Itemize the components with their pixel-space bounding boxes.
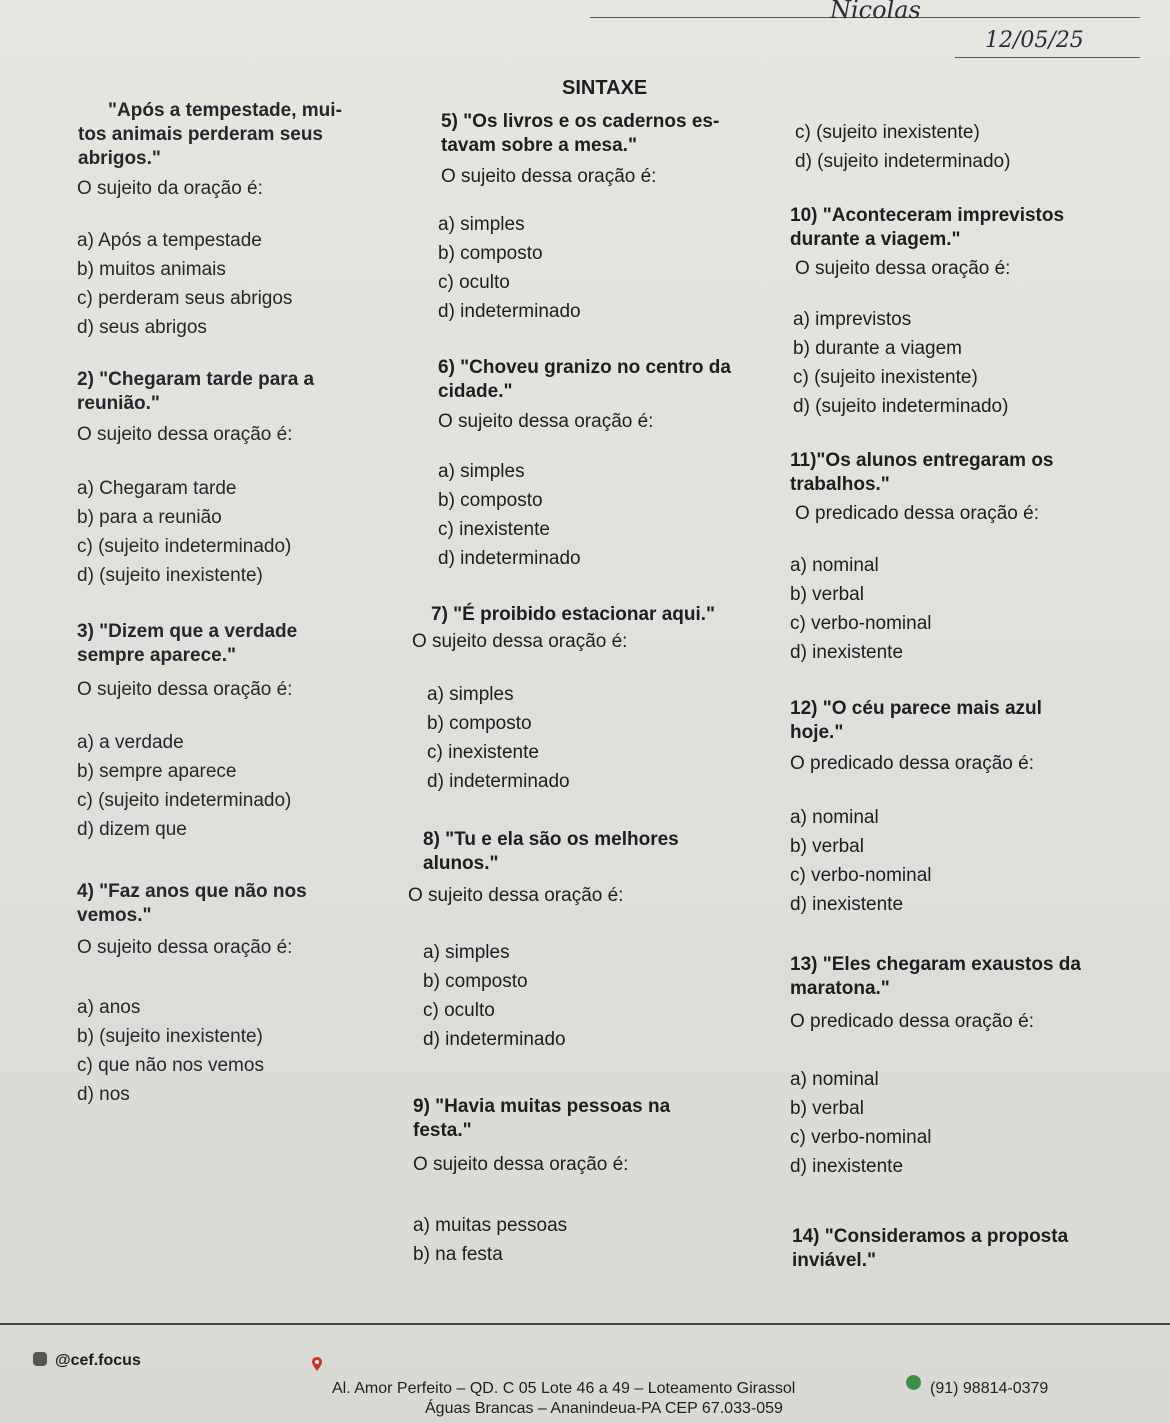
q5-prompt: O sujeito dessa oração é: bbox=[441, 166, 657, 187]
q3-statement: 3) "Dizem que a verdade sempre aparece." bbox=[77, 621, 298, 666]
q8-option-c[interactable]: c) oculto bbox=[423, 1000, 495, 1021]
footer-phone: (91) 98814-0379 bbox=[930, 1380, 1049, 1397]
handwritten-name: Nicolas bbox=[830, 0, 921, 24]
q8-option-a[interactable]: a) simples bbox=[423, 942, 510, 963]
q1-option-d[interactable]: d) seus abrigos bbox=[77, 317, 207, 338]
q4-option-a[interactable]: a) anos bbox=[77, 997, 141, 1018]
q7-option-d[interactable]: d) indeterminado bbox=[427, 771, 570, 792]
q11-option-a[interactable]: a) nominal bbox=[790, 555, 879, 576]
q4-option-d[interactable]: d) nos bbox=[77, 1084, 130, 1105]
q2-option-c[interactable]: c) (sujeito indeterminado) bbox=[77, 536, 292, 557]
q6-option-b[interactable]: b) composto bbox=[438, 490, 543, 511]
footer-address-line1: Al. Amor Perfeito – QD. C 05 Lote 46 a 49 – Loteamento Girassol bbox=[332, 1380, 796, 1397]
q12-statement: 12) "O céu parece mais azul hoje." bbox=[790, 698, 1042, 743]
q4-option-c[interactable]: c) que não nos vemos bbox=[77, 1055, 264, 1076]
q8-prompt: O sujeito dessa oração é: bbox=[408, 885, 624, 906]
q10-prompt: O sujeito dessa oração é: bbox=[795, 258, 1011, 279]
q2-prompt: O sujeito dessa oração é: bbox=[77, 424, 293, 445]
q8-options bbox=[423, 938, 566, 1054]
q6-option-c[interactable]: c) inexistente bbox=[438, 519, 550, 540]
whatsapp-icon bbox=[906, 1375, 921, 1390]
q5-option-c[interactable]: c) oculto bbox=[438, 272, 510, 293]
q6-option-a[interactable]: a) simples bbox=[438, 461, 525, 482]
q5-option-a[interactable]: a) simples bbox=[438, 214, 525, 235]
instagram-icon bbox=[33, 1352, 47, 1366]
q12-option-a[interactable]: a) nominal bbox=[790, 807, 879, 828]
q4-options bbox=[77, 993, 264, 1109]
q1-prompt: O sujeito da oração é: bbox=[77, 178, 263, 199]
q1-options bbox=[77, 226, 292, 342]
q7-prompt: O sujeito dessa oração é: bbox=[412, 631, 628, 652]
q1-statement: "Após a tempestade, mui- tos animais perderam seus abrigos." bbox=[78, 100, 342, 169]
q5-option-d[interactable]: d) indeterminado bbox=[438, 301, 581, 322]
q7-option-c[interactable]: c) inexistente bbox=[427, 742, 539, 763]
q13-prompt: O predicado dessa oração é: bbox=[790, 1011, 1034, 1032]
page-title: SINTAXE bbox=[562, 77, 648, 99]
q7-option-a[interactable]: a) simples bbox=[427, 684, 514, 705]
q3-options bbox=[77, 728, 291, 844]
q13-options bbox=[790, 1065, 932, 1181]
q5-statement: 5) "Os livros e os cadernos es- tavam sobre a mesa." bbox=[441, 111, 720, 156]
q8-option-b[interactable]: b) composto bbox=[423, 971, 528, 992]
q10-option-b[interactable]: b) durante a viagem bbox=[793, 338, 962, 359]
handwritten-date: 12/05/25 bbox=[985, 28, 1084, 53]
q3-option-a[interactable]: a) a verdade bbox=[77, 732, 184, 753]
location-pin-icon bbox=[312, 1357, 322, 1371]
q1-option-a[interactable]: a) Após a tempestade bbox=[77, 230, 262, 251]
q12-option-d[interactable]: d) inexistente bbox=[790, 894, 904, 915]
q4-prompt: O sujeito dessa oração é: bbox=[77, 937, 293, 958]
q12-options bbox=[790, 803, 932, 919]
q12-prompt: O predicado dessa oração é: bbox=[790, 753, 1034, 774]
q10-option-d[interactable]: d) (sujeito indeterminado) bbox=[793, 396, 1009, 417]
q2-option-b[interactable]: b) para a reunião bbox=[77, 507, 222, 528]
q3-prompt: O sujeito dessa oração é: bbox=[77, 679, 293, 700]
q14-statement: 14) "Consideramos a proposta inviável." bbox=[792, 1226, 1069, 1271]
q13-statement: 13) "Eles chegaram exaustos da maratona." bbox=[790, 954, 1081, 999]
q5-option-b[interactable]: b) composto bbox=[438, 243, 543, 264]
q10-options bbox=[793, 305, 1008, 421]
q13-option-b[interactable]: b) verbal bbox=[790, 1098, 864, 1119]
q4-option-b[interactable]: b) (sujeito inexistente) bbox=[77, 1026, 263, 1047]
q4-statement: 4) "Faz anos que não nos vemos." bbox=[77, 881, 307, 926]
q3-option-b[interactable]: b) sempre aparece bbox=[77, 761, 237, 782]
footer-address-line2: Águas Brancas – Ananindeua-PA CEP 67.033-059 bbox=[425, 1400, 783, 1417]
q6-options bbox=[438, 457, 581, 573]
footer-instagram: @cef.focus bbox=[55, 1352, 141, 1369]
q7-options bbox=[427, 680, 570, 796]
q9-options-cont bbox=[795, 118, 1010, 176]
q13-option-d[interactable]: d) inexistente bbox=[790, 1156, 904, 1177]
q13-option-a[interactable]: a) nominal bbox=[790, 1069, 879, 1090]
q9-option-c[interactable]: c) (sujeito inexistente) bbox=[795, 122, 980, 143]
q11-option-c[interactable]: c) verbo-nominal bbox=[790, 613, 932, 634]
q3-option-c[interactable]: c) (sujeito indeterminado) bbox=[77, 790, 292, 811]
q12-option-b[interactable]: b) verbal bbox=[790, 836, 864, 857]
q6-statement: 6) "Choveu granizo no centro da cidade." bbox=[438, 357, 731, 402]
q2-options bbox=[77, 474, 291, 590]
q9-options bbox=[413, 1211, 567, 1269]
q11-option-b[interactable]: b) verbal bbox=[790, 584, 864, 605]
q10-statement: 10) "Aconteceram imprevistos durante a viagem." bbox=[790, 205, 1065, 250]
q11-prompt: O predicado dessa oração é: bbox=[795, 503, 1039, 524]
q6-prompt: O sujeito dessa oração é: bbox=[438, 411, 654, 432]
q2-option-a[interactable]: a) Chegaram tarde bbox=[77, 478, 237, 499]
q2-statement: 2) "Chegaram tarde para a reunião." bbox=[77, 369, 315, 414]
q9-option-a[interactable]: a) muitas pessoas bbox=[413, 1215, 568, 1236]
q6-option-d[interactable]: d) indeterminado bbox=[438, 548, 581, 569]
date-line bbox=[955, 57, 1140, 58]
q8-option-d[interactable]: d) indeterminado bbox=[423, 1029, 566, 1050]
q8-statement: 8) "Tu e ela são os melhores alunos." bbox=[423, 829, 679, 874]
q3-option-d[interactable]: d) dizem que bbox=[77, 819, 187, 840]
q12-option-c[interactable]: c) verbo-nominal bbox=[790, 865, 932, 886]
q2-option-d[interactable]: d) (sujeito inexistente) bbox=[77, 565, 263, 586]
q7-statement: 7) "É proibido estacionar aqui." bbox=[431, 604, 716, 625]
q9-option-b[interactable]: b) na festa bbox=[413, 1244, 503, 1265]
q11-statement: 11)"Os alunos entregaram os trabalhos." bbox=[790, 450, 1054, 495]
q9-prompt: O sujeito dessa oração é: bbox=[413, 1154, 629, 1175]
footer-divider bbox=[0, 1323, 1170, 1325]
q1-option-c[interactable]: c) perderam seus abrigos bbox=[77, 288, 293, 309]
q9-option-d[interactable]: d) (sujeito indeterminado) bbox=[795, 151, 1011, 172]
q7-option-b[interactable]: b) composto bbox=[427, 713, 532, 734]
q11-options bbox=[790, 551, 932, 667]
q13-option-c[interactable]: c) verbo-nominal bbox=[790, 1127, 932, 1148]
q11-option-d[interactable]: d) inexistente bbox=[790, 642, 904, 663]
q5-options bbox=[438, 210, 581, 326]
q1-option-b[interactable]: b) muitos animais bbox=[77, 259, 226, 280]
q10-option-c[interactable]: c) (sujeito inexistente) bbox=[793, 367, 978, 388]
q9-statement: 9) "Havia muitas pessoas na festa." bbox=[413, 1096, 671, 1141]
q10-option-a[interactable]: a) imprevistos bbox=[793, 309, 912, 330]
